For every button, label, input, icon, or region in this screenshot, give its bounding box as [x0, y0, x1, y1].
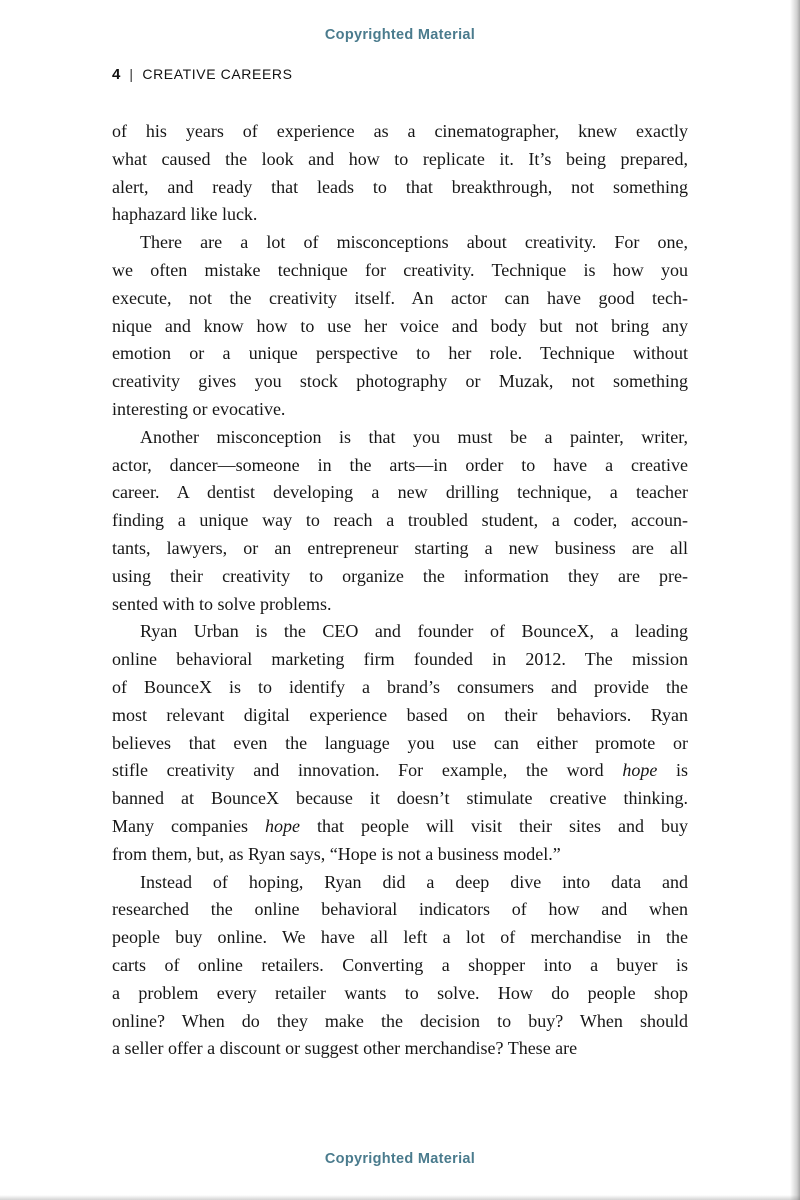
copyright-notice-top: Copyrighted Material — [324, 27, 476, 43]
paragraph — [112, 118, 688, 229]
text-line: most relevant digital experience based on their behaviors. Ryan — [112, 704, 688, 725]
body-text — [112, 118, 688, 1063]
paragraph — [112, 424, 688, 619]
chapter-title: CREATIVE CAREERS — [142, 66, 293, 82]
page-edge-shadow-right — [790, 0, 800, 1200]
text-line: banned at BounceX because it doesn’t stimulate creative thinking. — [112, 788, 688, 809]
text-line: researched the online behavioral indicators of how and when — [112, 899, 688, 920]
text-line: of BounceX is to identify a brand’s consumers and provide the — [112, 676, 688, 697]
text-line: There are a lot of misconceptions about creativity. For one, — [140, 232, 688, 253]
text-line: creativity gives you stock photography or Muzak, not something — [112, 371, 688, 392]
text-line: haphazard like luck. — [112, 204, 258, 225]
text-line: Many companies hope that people will visit their sites and buy — [112, 815, 688, 836]
text-line: carts of online retailers. Converting a shopper into a buyer is — [112, 954, 688, 975]
text-line: finding a unique way to reach a troubled student, a coder, accoun- — [112, 510, 688, 531]
paragraph — [112, 229, 688, 424]
copyright-notice-bottom: Copyrighted Material — [324, 1151, 476, 1167]
text-line: Ryan Urban is the CEO and founder of BounceX, a leading — [140, 621, 688, 642]
page-edge-shadow-bottom — [0, 1195, 800, 1200]
text-line: execute, not the creativity itself. An actor can have good tech- — [112, 287, 688, 308]
text-line: Another misconception is that you must be a painter, writer, — [140, 426, 688, 447]
header-separator: | — [129, 66, 134, 82]
text-line: what caused the look and how to replicate it. It’s being prepared, — [112, 148, 688, 169]
text-line: from them, but, as Ryan says, “Hope is not a business model.” — [112, 843, 561, 864]
text-line: a problem every retailer wants to solve. How do people shop — [112, 982, 688, 1003]
text-line: alert, and ready that leads to that breakthrough, not something — [112, 176, 688, 197]
paragraph — [112, 869, 688, 1064]
paragraph — [112, 618, 688, 868]
text-line: actor, dancer—someone in the arts—in order to have a creative — [112, 454, 688, 475]
page-number: 4 — [112, 66, 121, 83]
page-header — [112, 66, 688, 83]
text-line: sented with to solve problems. — [112, 593, 332, 614]
text-line: Instead of hoping, Ryan did a deep dive into data and — [140, 871, 688, 892]
text-line: people buy online. We have all left a lot of merchandise in the — [112, 927, 688, 948]
text-line: career. A dentist developing a new drilling technique, a teacher — [112, 482, 688, 503]
text-line: tants, lawyers, or an entrepreneur starting a new business are all — [112, 537, 688, 558]
text-line: online? When do they make the decision to buy? When should — [112, 1010, 688, 1031]
text-line: online behavioral marketing firm founded in 2012. The mission — [112, 649, 688, 670]
text-line: stifle creativity and innovation. For example, the word hope is — [112, 760, 688, 781]
text-line: using their creativity to organize the information they are pre- — [112, 565, 688, 586]
text-line: interesting or evocative. — [112, 398, 286, 419]
text-line: believes that even the language you use can either promote or — [112, 732, 688, 753]
text-line: emotion or a unique perspective to her role. Technique without — [112, 343, 688, 364]
text-line: of his years of experience as a cinematographer, knew exactly — [112, 121, 688, 141]
text-line: nique and know how to use her voice and body but not bring any — [112, 315, 688, 336]
text-line: we often mistake technique for creativity. Technique is how you — [112, 259, 688, 280]
text-line: a seller offer a discount or suggest other merchandise? These are — [112, 1038, 578, 1059]
